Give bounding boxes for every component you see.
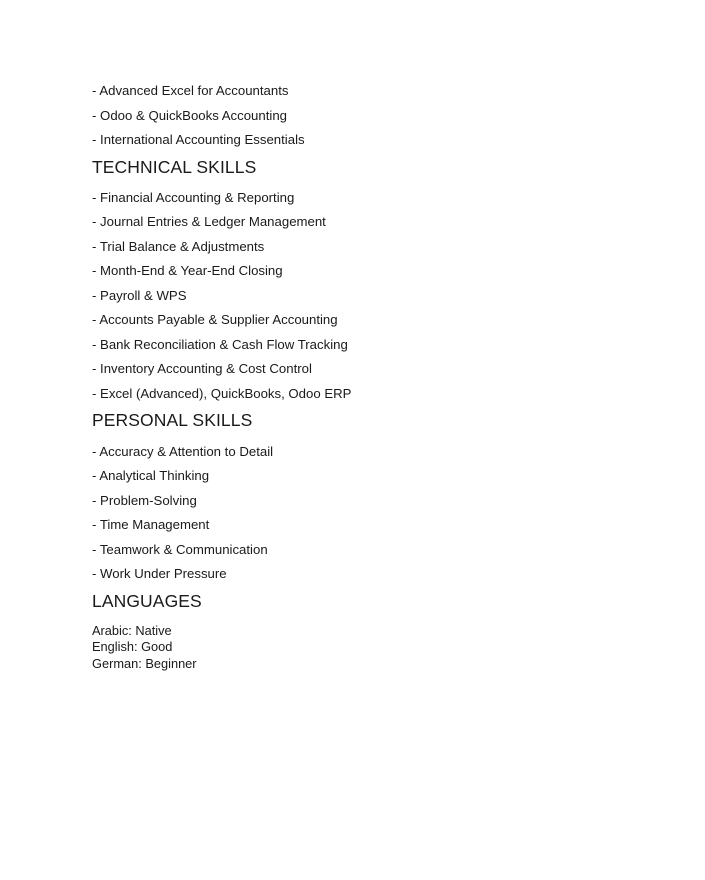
section-personal-skills (92, 411, 622, 580)
list-item: - Odoo & QuickBooks Accounting (92, 107, 287, 123)
language-line: Arabic: Native (92, 622, 172, 638)
resume-content (92, 84, 622, 672)
list-item: - Advanced Excel for Accountants (92, 83, 289, 98)
list-item: - Journal Entries & Ledger Management (92, 214, 326, 230)
list-item: - Month-End & Year-End Closing (92, 263, 283, 279)
section-heading-languages: LANGUAGES (92, 590, 202, 611)
list-item: - Work Under Pressure (92, 566, 227, 581)
list-item: - Problem-Solving (92, 492, 197, 508)
list-item: - Accounts Payable & Supplier Accounting (92, 312, 338, 328)
list-item: - International Accounting Essentials (92, 132, 305, 147)
list-item: - Payroll & WPS (92, 287, 187, 303)
top-course-list (92, 84, 622, 146)
list-item: - Financial Accounting & Reporting (92, 189, 295, 205)
list-item: - Excel (Advanced), QuickBooks, Odoo ERP (92, 385, 352, 401)
language-line: German: Beginner (92, 655, 197, 671)
list-item: - Trial Balance & Adjustments (92, 238, 265, 254)
list-item: - Teamwork & Communication (92, 541, 268, 557)
list-item: - Time Management (92, 517, 210, 532)
section-heading-personal-skills: PERSONAL SKILLS (92, 410, 253, 431)
list-item: - Bank Reconciliation & Cash Flow Tracking (92, 336, 348, 352)
section-languages (92, 592, 622, 673)
section-technical-skills (92, 158, 622, 400)
language-line: English: Good (92, 639, 173, 655)
list-item: - Analytical Thinking (92, 468, 210, 483)
section-heading-technical-skills: TECHNICAL SKILLS (92, 156, 257, 177)
languages-block (92, 623, 622, 673)
list-item: - Inventory Accounting & Cost Control (92, 361, 312, 377)
list-item: - Accuracy & Attention to Detail (92, 443, 274, 459)
